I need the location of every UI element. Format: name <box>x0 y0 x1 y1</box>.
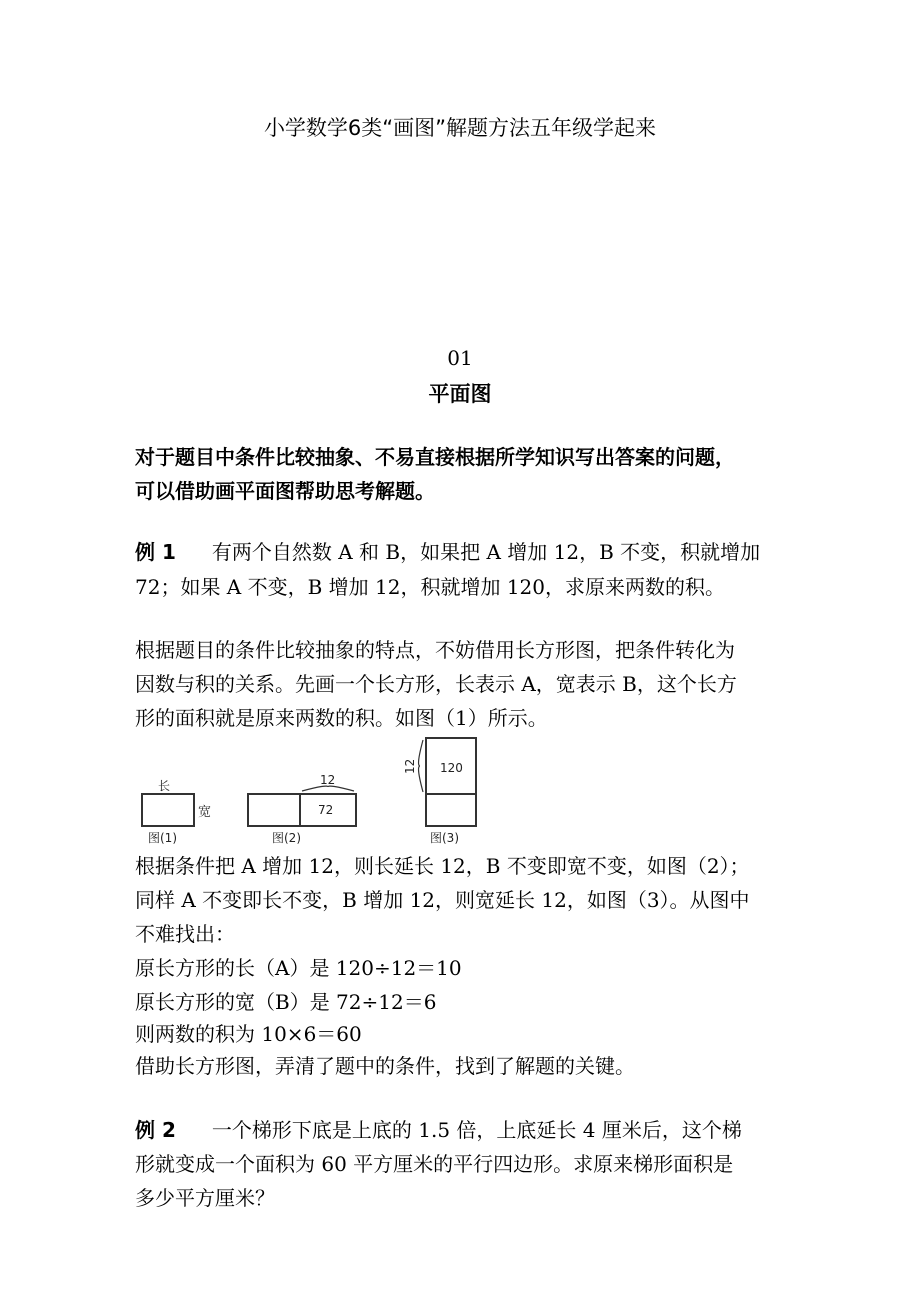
example-2-line-2: 形就变成一个面积为 60 平方厘米的平行四边形。求原来梯形面积是 <box>135 1152 734 1176</box>
para2-line-2: 同样 A 不变即长不变，B 增加 12，则宽延长 12，如图（3）。从图中 <box>135 888 750 912</box>
para1-line-1: 根据题目的条件比较抽象的特点，不妨借用长方形图，把条件转化为 <box>135 638 735 662</box>
rectangle-figures <box>130 732 500 852</box>
intro-line-2: 可以借助画平面图帮助思考解题。 <box>135 479 435 503</box>
figure-1-width-label: 宽 <box>198 805 212 820</box>
example-1-line-2: 72；如果 A 不变，B 增加 12，积就增加 120，求原来两数的积。 <box>135 575 725 599</box>
example-1-label: 例 1 <box>135 540 176 564</box>
example-1-line-1 <box>135 536 760 568</box>
figure-3-value: 120 <box>440 761 463 775</box>
figure-2-value: 72 <box>318 803 334 817</box>
para1-line-2: 因数与积的关系。先画一个长方形，长表示 A，宽表示 B，这个长方 <box>135 672 737 696</box>
figure-2-original-rect <box>248 794 300 826</box>
figure-1-length-label: 长 <box>158 779 171 793</box>
para2-line-6: 则两数的积为 10×6＝60 <box>135 1022 362 1046</box>
figure-2-caption: 图(2) <box>272 831 301 845</box>
section-number: 01 <box>447 346 473 370</box>
figure-1-caption: 图(1) <box>148 831 177 845</box>
figure-3-brace <box>419 740 423 792</box>
figure-2 <box>248 773 356 845</box>
figure-3-original-rect <box>426 794 476 826</box>
para2-line-4: 原长方形的长（A）是 120÷12＝10 <box>135 956 462 980</box>
figure-2-extension-label: 12 <box>320 773 336 787</box>
para2-line-5: 原长方形的宽（B）是 72÷12＝6 <box>135 990 437 1014</box>
example-1-text-1: 有两个自然数 A 和 B，如果把 A 增加 12，B 不变，积就增加 <box>211 540 761 564</box>
example-2-text-1: 一个梯形下底是上底的 1.5 倍，上底延长 4 厘米后，这个梯 <box>211 1118 742 1142</box>
figure-1-rect <box>142 794 194 826</box>
section-title: 平面图 <box>428 382 492 406</box>
para2-line-1: 根据条件把 A 增加 12，则长延长 12，B 不变即宽不变，如图（2）； <box>135 854 750 878</box>
intro-line-1: 对于题目中条件比较抽象、不易直接根据所学知识写出答案的问题， <box>135 445 735 469</box>
document-title: 小学数学6类“画图”解题方法五年级学起来 <box>263 116 657 140</box>
figure-3 <box>403 738 476 845</box>
figure-3-extension-label: 12 <box>403 758 417 774</box>
figure-1 <box>142 779 211 845</box>
para2-line-7: 借助长方形图，弄清了题中的条件，找到了解题的关键。 <box>135 1054 635 1078</box>
para1-line-3: 形的面积就是原来两数的积。如图（1）所示。 <box>135 706 548 730</box>
figure-3-caption: 图(3) <box>430 831 459 845</box>
example-2-line-3: 多少平方厘米？ <box>135 1186 275 1210</box>
example-2-line-1 <box>135 1114 742 1146</box>
para2-line-3: 不难找出： <box>135 922 235 946</box>
example-2-label: 例 2 <box>135 1118 176 1142</box>
